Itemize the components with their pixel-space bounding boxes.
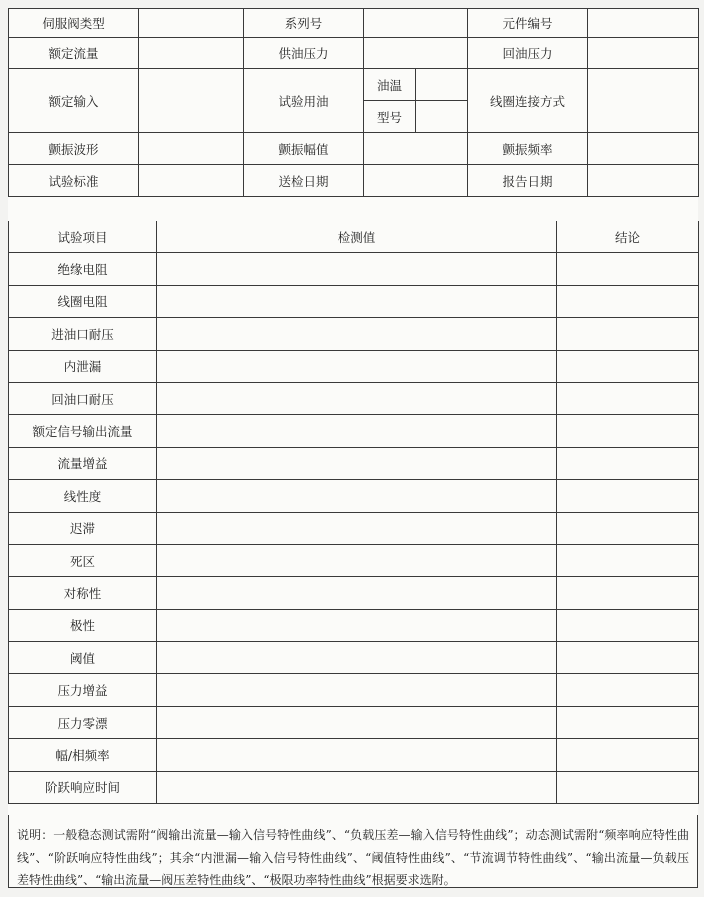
conclusion-cell[interactable] xyxy=(557,609,699,641)
measured-value-cell[interactable] xyxy=(157,706,557,738)
test-table-header-row xyxy=(9,221,699,253)
table-row xyxy=(9,544,699,576)
dither-frequency-label: 颤振频率 xyxy=(468,133,588,165)
rated-input-value[interactable] xyxy=(139,69,244,133)
measured-value-cell[interactable] xyxy=(157,577,557,609)
table-row xyxy=(9,285,699,317)
table-row xyxy=(9,609,699,641)
table-row xyxy=(9,480,699,512)
table-row xyxy=(9,447,699,479)
rated-flow-label: 额定流量 xyxy=(9,38,139,69)
dither-waveform-label: 颤振波形 xyxy=(9,133,139,165)
series-no-value[interactable] xyxy=(364,9,468,38)
dither-amplitude-label: 颤振幅值 xyxy=(244,133,364,165)
test-item-label: 压力零漂 xyxy=(9,706,157,738)
table-row xyxy=(9,706,699,738)
column-header-conclusion: 结论 xyxy=(557,221,699,253)
component-no-label: 元件编号 xyxy=(468,9,588,38)
submission-date-label: 送检日期 xyxy=(244,165,364,197)
return-pressure-label: 回油压力 xyxy=(468,38,588,69)
oil-temp-label: 油温 xyxy=(364,69,416,101)
report-date-value[interactable] xyxy=(588,165,699,197)
column-header-item: 试验项目 xyxy=(9,221,157,253)
report-sheet xyxy=(8,8,698,888)
table-row xyxy=(9,382,699,414)
table-row xyxy=(9,318,699,350)
conclusion-cell[interactable] xyxy=(557,771,699,803)
measured-value-cell[interactable] xyxy=(157,512,557,544)
test-item-label: 线性度 xyxy=(9,480,157,512)
coil-connection-label: 线圈连接方式 xyxy=(468,69,588,133)
measured-value-cell[interactable] xyxy=(157,382,557,414)
test-item-label: 额定信号输出流量 xyxy=(9,415,157,447)
column-header-measured: 检测值 xyxy=(157,221,557,253)
conclusion-cell[interactable] xyxy=(557,544,699,576)
conclusion-cell[interactable] xyxy=(557,480,699,512)
supply-pressure-label: 供油压力 xyxy=(244,38,364,69)
test-item-label: 进油口耐压 xyxy=(9,318,157,350)
measured-value-cell[interactable] xyxy=(157,447,557,479)
report-date-label: 报告日期 xyxy=(468,165,588,197)
test-item-label: 对称性 xyxy=(9,577,157,609)
test-item-label: 线圈电阻 xyxy=(9,285,157,317)
measured-value-cell[interactable] xyxy=(157,544,557,576)
measured-value-cell[interactable] xyxy=(157,771,557,803)
test-item-label: 回油口耐压 xyxy=(9,382,157,414)
measured-value-cell[interactable] xyxy=(157,642,557,674)
servo-valve-type-label: 伺服阀类型 xyxy=(9,9,139,38)
test-item-label: 流量增益 xyxy=(9,447,157,479)
conclusion-cell[interactable] xyxy=(557,253,699,285)
conclusion-cell[interactable] xyxy=(557,706,699,738)
measured-value-cell[interactable] xyxy=(157,253,557,285)
test-item-label: 阶跃响应时间 xyxy=(9,771,157,803)
valve-info-table xyxy=(8,8,699,197)
measured-value-cell[interactable] xyxy=(157,609,557,641)
table-row xyxy=(9,415,699,447)
rated-input-label: 额定输入 xyxy=(9,69,139,133)
test-item-label: 幅/相频率 xyxy=(9,739,157,771)
dither-amplitude-value[interactable] xyxy=(364,133,468,165)
conclusion-cell[interactable] xyxy=(557,382,699,414)
oil-model-value[interactable] xyxy=(416,101,468,133)
conclusion-cell[interactable] xyxy=(557,415,699,447)
test-item-label: 阈值 xyxy=(9,642,157,674)
dither-frequency-value[interactable] xyxy=(588,133,699,165)
table-row xyxy=(9,350,699,382)
table-row xyxy=(9,642,699,674)
table-row xyxy=(9,512,699,544)
conclusion-cell[interactable] xyxy=(557,674,699,706)
measured-value-cell[interactable] xyxy=(157,350,557,382)
measured-value-cell[interactable] xyxy=(157,285,557,317)
conclusion-cell[interactable] xyxy=(557,739,699,771)
coil-connection-value[interactable] xyxy=(588,69,699,133)
submission-date-value[interactable] xyxy=(364,165,468,197)
test-standard-value[interactable] xyxy=(139,165,244,197)
return-pressure-value[interactable] xyxy=(588,38,699,69)
test-item-label: 绝缘电阻 xyxy=(9,253,157,285)
test-standard-label: 试验标准 xyxy=(9,165,139,197)
test-results-table xyxy=(8,221,699,804)
measured-value-cell[interactable] xyxy=(157,674,557,706)
table-row xyxy=(9,739,699,771)
measured-value-cell[interactable] xyxy=(157,415,557,447)
conclusion-cell[interactable] xyxy=(557,577,699,609)
table-row xyxy=(9,674,699,706)
test-item-label: 死区 xyxy=(9,544,157,576)
servo-valve-type-value[interactable] xyxy=(139,9,244,38)
conclusion-cell[interactable] xyxy=(557,318,699,350)
conclusion-cell[interactable] xyxy=(557,447,699,479)
table-row xyxy=(9,577,699,609)
oil-temp-value[interactable] xyxy=(416,69,468,101)
test-item-label: 极性 xyxy=(9,609,157,641)
conclusion-cell[interactable] xyxy=(557,642,699,674)
rated-flow-value[interactable] xyxy=(139,38,244,69)
test-item-label: 内泄漏 xyxy=(9,350,157,382)
conclusion-cell[interactable] xyxy=(557,350,699,382)
measured-value-cell[interactable] xyxy=(157,480,557,512)
table-row xyxy=(9,771,699,803)
oil-model-label: 型号 xyxy=(364,101,416,133)
series-no-label: 系列号 xyxy=(244,9,364,38)
measured-value-cell[interactable] xyxy=(157,318,557,350)
conclusion-cell[interactable] xyxy=(557,285,699,317)
test-oil-label: 试验用油 xyxy=(244,69,364,133)
supply-pressure-value[interactable] xyxy=(364,38,468,69)
table-row xyxy=(9,253,699,285)
measured-value-cell[interactable] xyxy=(157,739,557,771)
component-no-value[interactable] xyxy=(588,9,699,38)
test-item-label: 迟滞 xyxy=(9,512,157,544)
dither-waveform-value[interactable] xyxy=(139,133,244,165)
note-text: 说明：一般稳态测试需附“阀输出流量—输入信号特性曲线”、“负载压差—输入信号特性曲线”；动态测试需附“频率响应特性曲线”、“阶跃响应特性曲线”；其余“内泄漏—输入信号特性曲线”、“阈值特性曲线”、“节流调节特性曲线”、“输出流量—负载压差特性曲线”、“输出流量—阀压差特性曲线”、“极限功率特性曲线”根据要求选附。 xyxy=(8,815,698,888)
conclusion-cell[interactable] xyxy=(557,512,699,544)
test-item-label: 压力增益 xyxy=(9,674,157,706)
